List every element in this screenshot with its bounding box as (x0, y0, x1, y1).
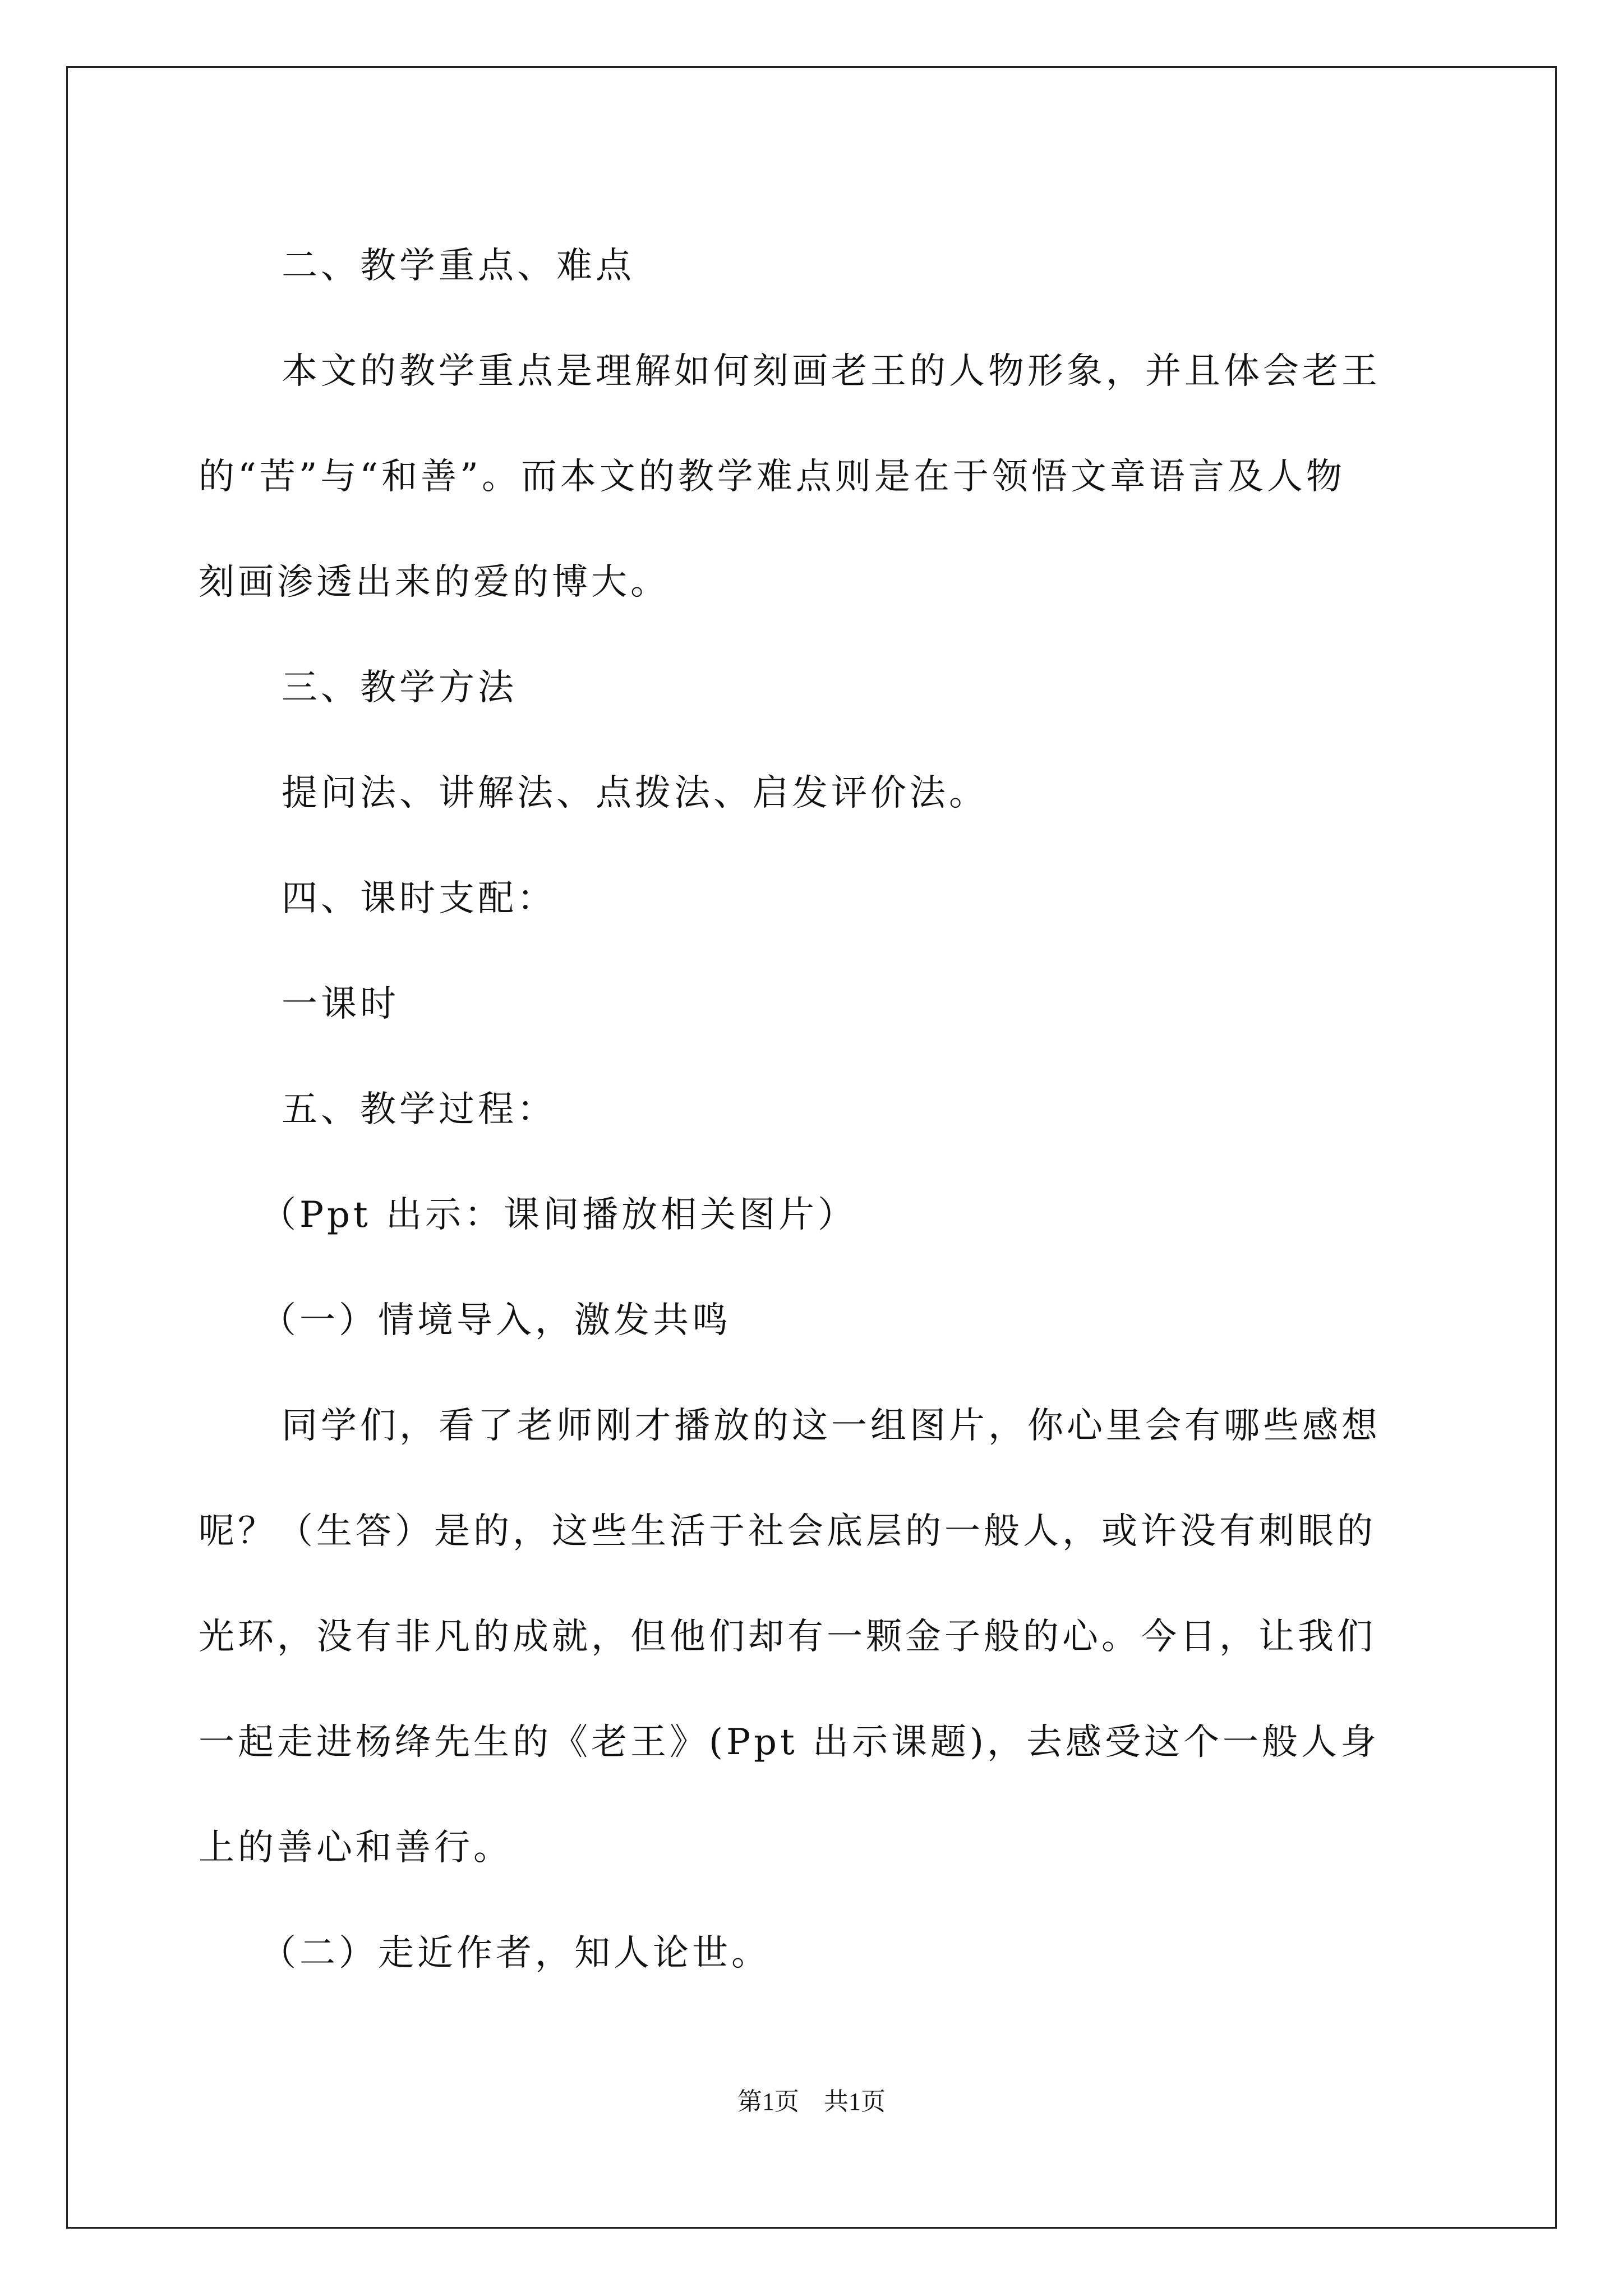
paragraph-line: 同学们，看了老师刚才播放的这一组图片，你心里会有哪些感想 (282, 1405, 1381, 1447)
section-heading-class-hours: 四、课时支配： (282, 878, 556, 919)
paragraph-line: 呢？（生答）是的，这些生活于社会底层的一般人，或许没有刺眼的 (199, 1511, 1376, 1552)
section-heading-teaching-method: 三、教学方法 (282, 667, 517, 708)
section-heading-teaching-process: 五、教学过程： (282, 1089, 556, 1130)
section-heading-key-points: 二、教学重点、难点 (282, 245, 635, 287)
document-body (199, 213, 1424, 2006)
paragraph-line: 提问法、讲解法、点拨法、启发评价法。 (282, 772, 988, 814)
paragraph-line: 的“苦”与“和善”。而本文的教学难点则是在于领悟文章语言及人物 (199, 456, 1345, 498)
paragraph-line: 刻画渗透出来的爱的博大。 (199, 562, 670, 603)
subsection-heading-introduction: （一）情境导入，激发共鸣 (260, 1300, 731, 1341)
paragraph-line: （Ppt 出示：课间播放相关图片） (260, 1194, 857, 1236)
subsection-heading-author: （二）走近作者，知人论世。 (260, 1932, 771, 1974)
page-number-footer: 第1页 共1页 (737, 2088, 886, 2115)
paragraph-line: 一课时 (282, 983, 399, 1025)
paragraph-line: 上的善心和善行。 (199, 1827, 513, 1869)
paragraph-line: 一起走进杨绛先生的《老王》(Ppt 出示课题)，去感受这个一般人身 (199, 1722, 1380, 1763)
paragraph-line: 本文的教学重点是理解如何刻画老王的人物形象，并且体会老王 (282, 351, 1381, 392)
paragraph-line: 光环，没有非凡的成就，但他们却有一颗金子般的心。今日，让我们 (199, 1616, 1376, 1658)
